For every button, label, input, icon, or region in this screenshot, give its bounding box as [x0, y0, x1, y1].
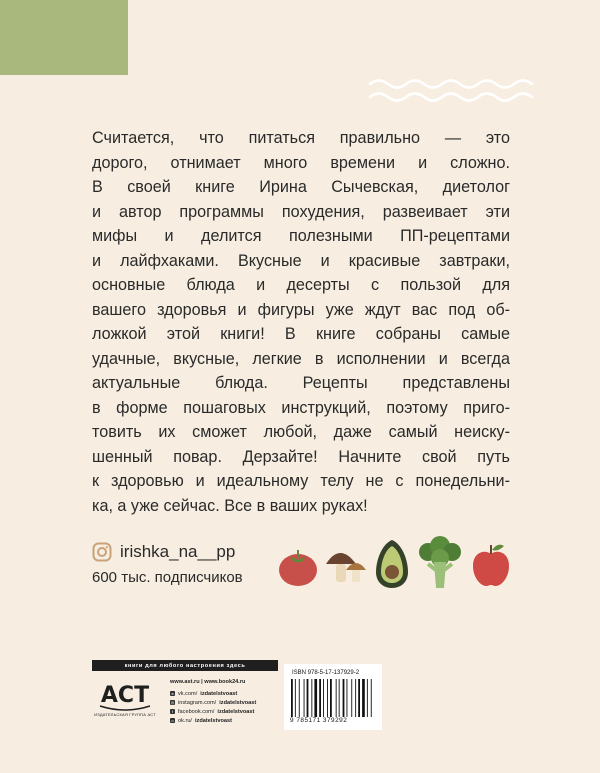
description-line: ложкой этой книги! В книге собраны самые: [92, 325, 510, 343]
tomato-icon: [276, 544, 320, 588]
publisher-logo-caption: ИЗДАТЕЛЬСКАЯ ГРУППА АСТ: [94, 712, 156, 717]
barcode-bar: [319, 679, 321, 717]
isbn-label: ISBN 978-5-17-137929-2: [292, 670, 360, 676]
barcode-bar: [371, 679, 372, 717]
social-link-odnoklassniki[interactable]: [170, 716, 278, 725]
avocado-icon: [372, 538, 412, 590]
broccoli-icon: [416, 536, 464, 590]
description-line: к здоровью и идеальному телу не с понедельни-: [92, 472, 510, 490]
barcode-bar: [358, 679, 360, 717]
barcode-bar: [362, 679, 365, 717]
barcode-bar: [304, 679, 305, 717]
barcode-bar: [367, 679, 368, 717]
barcode-bar: [295, 679, 296, 717]
description-line: Считается, что питаться правильно — это: [92, 129, 510, 147]
description-line: В своей книге Ирина Сычевская, диетолог: [92, 178, 510, 196]
social-link-vk[interactable]: [170, 689, 278, 698]
description-line: в форме пошаговых инструкций, поэтому приго-: [92, 398, 510, 417]
barcode-bar: [323, 679, 324, 717]
barcode-bar: [336, 679, 337, 717]
barcode-bar: [291, 679, 293, 717]
odnoklassniki-icon: o: [171, 718, 174, 723]
description-line: основные блюда и десерты с пользой для: [92, 276, 510, 294]
instagram-icon: [92, 542, 112, 562]
description-line: шенный повар. Дерзайте! Начните свой путь: [92, 447, 510, 466]
barcode-bar: [351, 679, 352, 717]
isbn-barcode-box: [284, 664, 382, 730]
description-line: дорого, отнимает много времени и сложно.: [92, 153, 510, 172]
description-line: и автор программы похудения, развеивает эти: [92, 202, 510, 221]
barcode-number: 9 785171 379292: [290, 717, 348, 724]
link-name: izdatelstvoast: [219, 699, 257, 706]
wave-decoration: [368, 76, 544, 104]
link-name: izdatelstvoast: [217, 708, 255, 715]
barcode-bar: [343, 679, 345, 717]
link-prefix: facebook.com/: [178, 708, 215, 715]
food-icons-row: [276, 536, 512, 590]
description-line: актуальные блюда. Рецепты представлены: [92, 374, 510, 392]
description-line: мифы и делится полезными ПП-рецептами: [92, 227, 510, 245]
apple-icon: [470, 542, 512, 588]
green-corner-block: [0, 0, 128, 75]
instagram-handle[interactable]: irishka_na__pp: [120, 542, 236, 561]
instagram-icon: ◎: [170, 700, 175, 705]
author-instagram: [92, 542, 235, 562]
social-link-facebook[interactable]: [170, 707, 278, 716]
barcode-icon: [290, 679, 376, 717]
barcode-bar: [330, 679, 332, 717]
link-prefix: instagram.com/: [178, 699, 217, 706]
book-description: [92, 126, 510, 518]
barcode-bar: [327, 679, 328, 717]
description-line: удачные, вкусные, легкие в исполнении и всегда: [92, 349, 510, 368]
publisher-tagline: книги для любого настроения здесь: [92, 660, 278, 671]
description-line: ка, а уже сейчас. Все в ваших руках!: [92, 496, 368, 515]
link-name: izdatelstvoast: [195, 717, 232, 724]
mushrooms-icon: [322, 542, 368, 588]
barcode-bar: [311, 679, 312, 717]
description-line: и лайфхаками. Вкусные и красивые завтраки,: [92, 251, 510, 270]
publisher-sites[interactable]: www.ast.ru | www.book24.ru: [170, 679, 246, 685]
publisher-panel: [92, 660, 278, 726]
description-line: вашего здоровья и фигуры уже ждут вас под об-: [92, 300, 510, 319]
barcode-bar: [299, 679, 300, 717]
barcode-bar: [307, 679, 309, 717]
ast-logo-icon: [92, 676, 158, 712]
barcode-bar: [347, 679, 348, 717]
barcode-bar: [339, 679, 340, 717]
link-name: izdatelstvoast: [200, 690, 238, 697]
publisher-links: [170, 679, 278, 725]
followers-count: 600 тыс. подписчиков: [92, 569, 243, 586]
social-link-instagram[interactable]: [170, 698, 278, 707]
link-prefix: vk.com/: [178, 690, 198, 697]
description-line: товить их сможет любой, даже самый неиску-: [92, 423, 510, 441]
vk-icon: в: [171, 691, 174, 696]
facebook-icon: f: [171, 709, 174, 714]
barcode-bar: [355, 679, 356, 717]
svg-text:АСТ: АСТ: [100, 683, 150, 708]
link-prefix: ok.ru/: [178, 717, 192, 724]
barcode-bar: [314, 679, 317, 717]
